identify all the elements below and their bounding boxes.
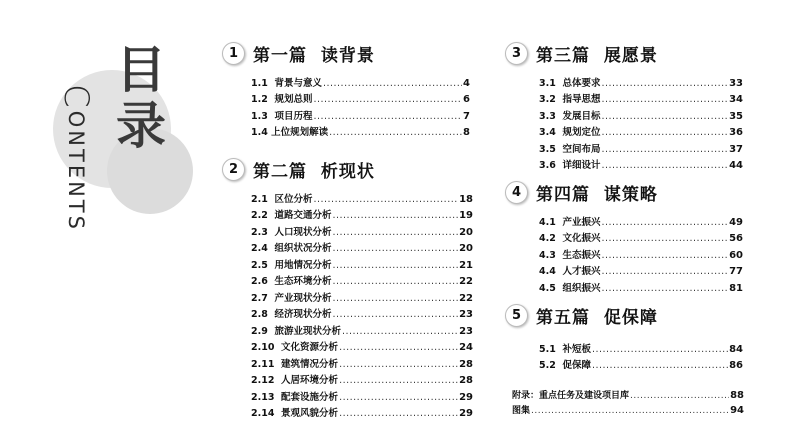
toc-entry-label: 5.1 补短板 [539,343,591,355]
leader-dots [313,111,462,122]
leader-dots [323,78,462,89]
toc-entry-label: 2.11 建筑情况分析 [251,358,339,370]
toc-entry-page: 34 [729,94,743,105]
toc-entry-page: 8 [463,127,470,138]
toc-entry-label: 2.10 文化资源分析 [251,342,339,353]
toc-entry-page: 60 [729,249,743,261]
leader-dots [601,94,728,105]
toc-entry-page: 29 [459,408,473,419]
leader-dots [592,360,728,371]
leader-dots [601,78,728,89]
leader-dots [332,309,458,320]
leader-dots [329,127,462,138]
toc-entry[interactable] [251,386,473,403]
section-3-items [539,72,743,171]
leader-dots [601,233,728,244]
toc-entry-page: 81 [729,282,743,294]
section-5-title[interactable]: 第五篇 促保障 [536,307,658,328]
leader-dots [332,243,458,254]
contents-vertical-label [56,84,96,232]
leader-dots [601,127,728,138]
toc-entry[interactable] [539,261,743,278]
toc-entry-page: 23 [459,309,473,320]
toc-entry-label: 3.2 指导思想 [539,94,601,105]
toc-entry-page: 88 [730,390,744,401]
toc-entry-label: 附录：重点任务及建设项目库 [512,391,630,401]
leader-dots [601,144,728,155]
toc-entry-label: 4.5 组织振兴 [539,282,601,294]
section-5-header [505,302,745,328]
section-1-header [222,40,452,66]
section-4 [505,179,745,294]
section-4-title[interactable]: 第四篇 谋策略 [536,184,658,205]
section-1-title[interactable]: 第一篇 读背景 [253,45,375,66]
toc-entry-label: 2.4 组织状况分析 [251,243,332,254]
toc-entry[interactable] [539,138,743,155]
leader-dots [601,250,728,261]
leader-dots [601,111,728,122]
toc-entry[interactable] [251,105,470,122]
toc-entry-page: 22 [459,292,473,304]
toc-entry-page: 35 [729,110,743,122]
toc-entry-page: 22 [459,276,473,287]
toc-entry[interactable] [539,211,743,228]
toc-entry-page: 86 [729,360,743,371]
leader-dots [601,217,728,228]
section-2 [222,156,473,419]
toc-entry[interactable] [539,338,743,355]
toc-title-char-2: 录 [116,97,166,155]
toc-entry[interactable] [251,353,473,370]
toc-entry-label: 2.2 道路交通分析 [251,210,332,221]
toc-title [116,42,176,154]
toc-entry[interactable] [251,221,473,238]
toc-entry-label: 2.14 景观风貌分析 [251,408,339,419]
toc-entry-page: 29 [459,391,473,403]
section-5-items [539,338,743,371]
toc-entry-page: 23 [459,325,473,337]
toc-entry-appendix[interactable] [512,386,744,401]
toc-entry-label: 2.5 用地情况分析 [251,259,332,271]
toc-entry-page: 84 [729,343,743,355]
toc-entry-page: 36 [729,127,743,138]
toc-entry-label: 1.2 规划总则 [251,94,313,105]
toc-entry[interactable] [539,244,743,261]
toc-entry[interactable] [251,89,470,106]
leader-dots [342,326,458,337]
leader-dots [332,293,458,304]
leader-dots [339,408,458,419]
toc-entry-page: 21 [459,259,473,271]
section-3-number: 3 [505,42,528,65]
toc-entry-page: 56 [729,233,743,244]
toc-entry-page: 44 [729,160,743,171]
toc-entry[interactable] [251,238,473,255]
toc-entry-page: 19 [459,210,473,221]
section-2-number: 2 [222,158,245,181]
toc-entry-page: 37 [729,143,743,155]
toc-entry-label: 3.1 总体要求 [539,77,601,89]
toc-entry[interactable] [251,72,470,89]
toc-entry[interactable] [251,271,473,288]
toc-entry-atlas[interactable] [512,401,744,416]
toc-entry-page: 94 [730,405,744,416]
toc-entry-label: 1.1 背景与意义 [251,77,322,89]
toc-entry-label: 5.2 促保障 [539,360,591,371]
toc-entry-label: 4.3 生态振兴 [539,249,601,261]
toc-entry[interactable] [539,72,743,89]
leader-dots [339,375,458,386]
leader-dots [332,210,458,221]
toc-entry-label: 2.7 产业现状分析 [251,292,332,304]
toc-entry-label: 图集 [512,406,531,416]
section-1 [222,40,470,138]
toc-entry-label: 2.3 人口现状分析 [251,226,332,238]
section-1-items [251,72,470,138]
toc-entry-page: 20 [459,243,473,254]
toc-entry[interactable] [539,105,743,122]
appendix [512,386,744,416]
leader-dots [630,391,729,401]
toc-entry-label: 2.1 区位分析 [251,193,313,205]
toc-entry-label: 3.4 规划定位 [539,127,601,138]
toc-entry[interactable] [251,188,473,205]
section-4-header [505,179,745,205]
toc-entry-label: 4.2 文化振兴 [539,233,601,244]
leader-dots [601,266,728,277]
toc-entry[interactable] [251,287,473,304]
section-2-header [222,156,462,182]
toc-entry-label: 3.6 详细设计 [539,160,601,171]
leader-dots [592,344,728,355]
section-5 [505,302,745,371]
contents-initial: C [56,84,96,111]
toc-entry-page: 77 [729,266,743,277]
toc-entry-page: 4 [463,77,470,89]
leader-dots [332,260,458,271]
toc-entry-label: 4.4 人才振兴 [539,266,601,277]
toc-entry-page: 33 [729,77,743,89]
section-2-title[interactable]: 第二篇 析现状 [253,161,375,182]
toc-entry[interactable] [539,89,743,106]
toc-entry[interactable] [251,122,470,139]
toc-entry-page: 49 [729,216,743,228]
toc-entry[interactable] [539,155,743,172]
section-4-items [539,211,743,294]
section-1-number: 1 [222,42,245,65]
section-2-items [251,188,473,419]
toc-entry[interactable] [539,228,743,245]
toc-entry-page: 18 [459,193,473,205]
leader-dots [339,359,458,370]
leader-dots [339,392,458,403]
toc-entry[interactable] [251,337,473,354]
toc-entry-page: 6 [463,94,470,105]
toc-entry-label: 2.9 旅游业现状分析 [251,325,341,337]
section-3-title[interactable]: 第三篇 展愿景 [536,45,658,66]
toc-entry-page: 7 [463,110,470,122]
section-4-number: 4 [505,181,528,204]
leader-dots [332,276,458,287]
section-3 [505,40,745,171]
leader-dots [332,227,458,238]
leader-dots [601,160,728,171]
toc-entry-page: 20 [459,226,473,238]
toc-entry-page: 28 [459,358,473,370]
toc-entry[interactable] [251,370,473,387]
leader-dots [339,342,458,353]
section-5-number: 5 [505,304,528,327]
toc-entry-label: 3.5 空间布局 [539,143,601,155]
toc-entry[interactable] [539,277,743,294]
toc-entry[interactable] [251,304,473,321]
toc-entry[interactable] [251,320,473,337]
toc-entry[interactable] [251,254,473,271]
toc-entry-label: 2.13 配套设施分析 [251,391,339,403]
toc-entry-page: 24 [459,342,473,353]
toc-entry[interactable] [251,403,473,420]
toc-entry[interactable] [251,205,473,222]
toc-entry-label: 2.12 人居环境分析 [251,375,339,386]
leader-dots [601,283,728,294]
contents-rest: ONTENTS [64,110,88,232]
leader-dots [531,406,729,416]
leader-dots [313,94,462,105]
leader-dots [313,194,458,205]
toc-entry-label: 2.6 生态环境分析 [251,276,332,287]
toc-entry-page: 28 [459,375,473,386]
toc-entry[interactable] [539,355,743,372]
toc-entry-label: 3.3 发展目标 [539,110,601,122]
toc-entry-label: 4.1 产业振兴 [539,216,601,228]
section-3-header [505,40,745,66]
toc-entry-label: 1.3 项目历程 [251,110,313,122]
toc-entry-label: 2.8 经济现状分析 [251,309,332,320]
toc-entry-label: 1.4 上位规划解读 [251,127,329,138]
toc-entry[interactable] [539,122,743,139]
toc-title-char-1: 目 [116,41,166,99]
